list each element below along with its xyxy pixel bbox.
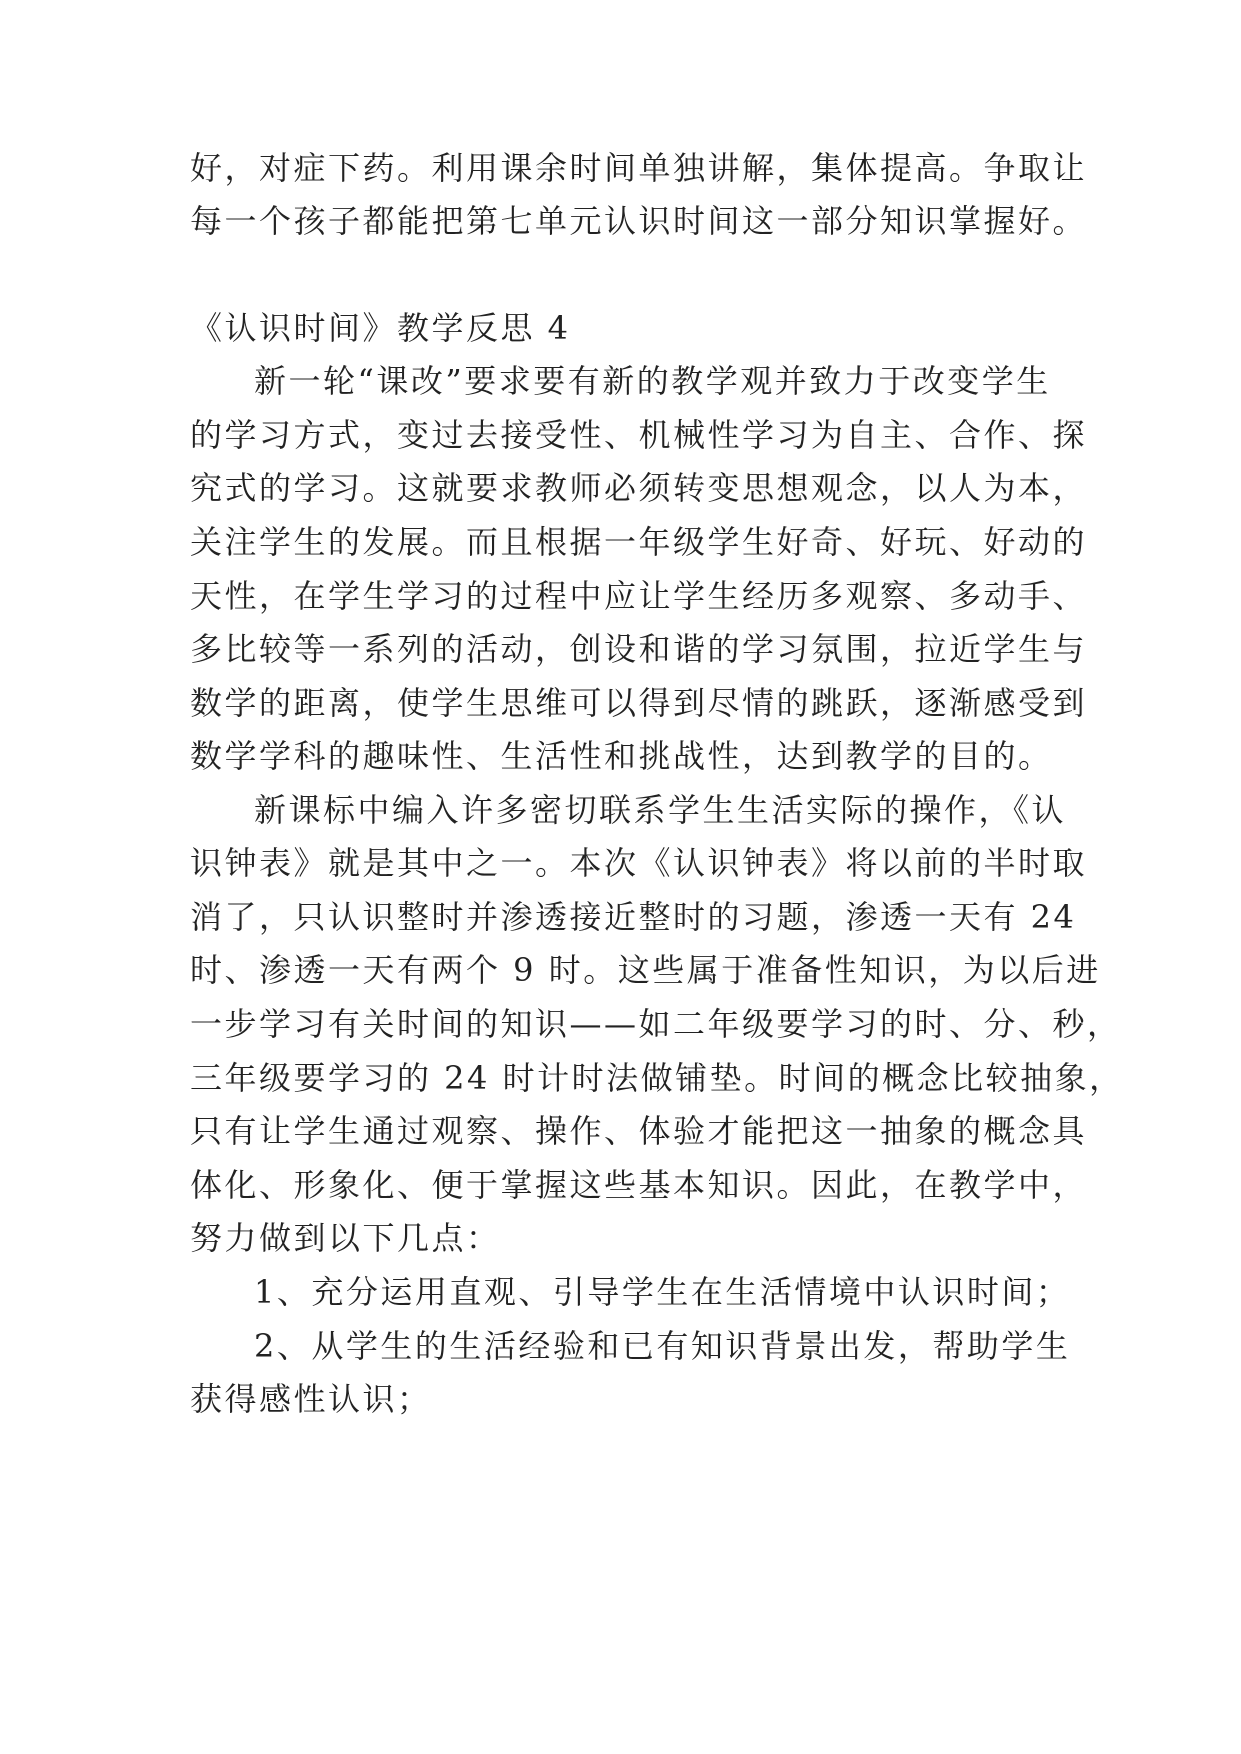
intro-line-1: 好，对症下药。利用课余时间单独讲解，集体提高。争取让 — [190, 149, 1088, 187]
intro-line-2: 每一个孩子都能把第七单元认识时间这一部分知识掌握好。 — [190, 202, 1088, 240]
paragraph2-line-7: 只有让学生通过观察、操作、体验才能把这一抽象的概念具 — [190, 1112, 1088, 1150]
list-item-2-line-2: 获得感性认识； — [190, 1380, 432, 1418]
paragraph1-line-7: 数学的距离，使学生思维可以得到尽情的跳跃，逐渐感受到 — [190, 684, 1088, 722]
paragraph1-line-4: 关注学生的发展。而且根据一年级学生好奇、好玩、好动的 — [190, 523, 1088, 561]
paragraph2-line-6: 三年级要学习的 24 时计时法做铺垫。时间的概念比较抽象， — [190, 1059, 1124, 1097]
paragraph2-line-8: 体化、形象化、便于掌握这些基本知识。因此，在教学中， — [190, 1166, 1088, 1204]
paragraph2-line-4: 时、渗透一天有两个 9 时。这些属于准备性知识，为以后进 — [190, 951, 1101, 989]
paragraph2-line-1: 新课标中编入许多密切联系学生生活实际的操作，《认 — [254, 791, 1067, 829]
paragraph1-line-3: 究式的学习。这就要求教师必须转变思想观念，以人为本， — [190, 469, 1088, 507]
paragraph2-line-9: 努力做到以下几点： — [190, 1219, 501, 1257]
paragraph1-line-5: 天性，在学生学习的过程中应让学生经历多观察、多动手、 — [190, 577, 1088, 615]
section-title: 《认识时间》教学反思 4 — [190, 309, 571, 347]
paragraph1-line-8: 数学学科的趣味性、生活性和挑战性，达到教学的目的。 — [190, 737, 1053, 775]
paragraph2-line-2: 识钟表》就是其中之一。本次《认识钟表》将以前的半时取 — [190, 844, 1088, 882]
list-item-2-line-1: 2、从学生的生活经验和已有知识背景出发，帮助学生 — [254, 1327, 1071, 1365]
paragraph1-line-2: 的学习方式，变过去接受性、机械性学习为自主、合作、探 — [190, 416, 1088, 454]
paragraph1-line-1: 新一轮“课改”要求要有新的教学观并致力于改变学生 — [254, 362, 1051, 400]
paragraph2-line-3: 消了，只认识整时并渗透接近整时的习题，渗透一天有 24 — [190, 898, 1077, 936]
paragraph1-line-6: 多比较等一系列的活动，创设和谐的学习氛围，拉近学生与 — [190, 630, 1088, 668]
list-item-1-line-1: 1、充分运用直观、引导学生在生活情境中认识时间； — [254, 1273, 1071, 1311]
paragraph2-line-5: 一步学习有关时间的知识——如二年级要学习的时、分、秒， — [190, 1005, 1122, 1043]
